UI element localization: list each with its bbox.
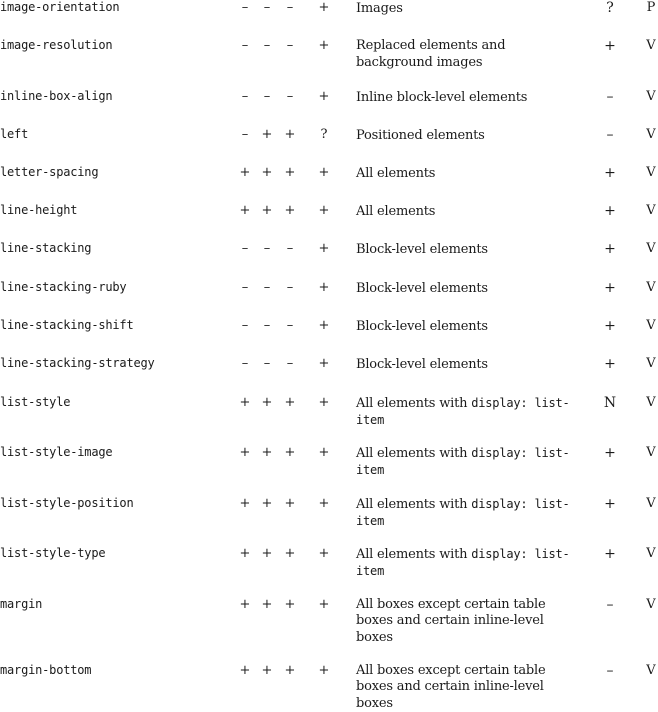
support-flag-4: + <box>318 280 330 295</box>
applies-to-text: Block-level elements <box>356 357 488 372</box>
applies-to <box>356 356 576 373</box>
support-flag-2: – <box>263 89 271 104</box>
support-flag-3: + <box>284 597 296 612</box>
property-name: image-orientation <box>0 0 120 14</box>
support-flag-2: + <box>261 127 273 142</box>
support-flag-1: – <box>241 241 249 256</box>
applies-to-code: display: list-item <box>356 396 570 427</box>
applies-to-text: All elements <box>356 204 436 219</box>
support-flag-2: – <box>263 356 271 371</box>
support-flag-4: + <box>318 356 330 371</box>
support-flag-1: – <box>241 89 249 104</box>
support-flag-3: – <box>286 0 294 15</box>
applies-to <box>356 445 576 479</box>
applies-to-text: Images <box>356 1 403 16</box>
support-flag-2: + <box>261 546 273 561</box>
support-flag-1: + <box>239 203 251 218</box>
inherited-flag: – <box>606 597 614 613</box>
support-flag-4: + <box>318 89 330 104</box>
applies-to-code: display: list-item <box>356 446 570 477</box>
support-flag-3: + <box>284 546 296 561</box>
applies-to-text: Block-level elements <box>356 319 488 334</box>
applies-to <box>356 663 576 712</box>
support-flag-4: + <box>318 165 330 180</box>
applies-to-text: Block-level elements <box>356 242 488 257</box>
support-flag-3: + <box>284 165 296 180</box>
applies-to <box>356 597 576 646</box>
applies-to-text: All elements with <box>356 497 472 512</box>
applies-to-text: Replaced elements and background images <box>356 38 506 70</box>
applies-to-text: All boxes except certain table boxes and certain inline-level boxes <box>356 597 546 645</box>
property-name: list-style <box>0 395 71 409</box>
support-flag-3: – <box>286 318 294 333</box>
support-flag-3: – <box>286 241 294 256</box>
support-flag-3: – <box>286 89 294 104</box>
support-flag-4: + <box>318 0 330 15</box>
applies-to <box>356 89 576 106</box>
support-flag-4: + <box>318 203 330 218</box>
media-group: V <box>646 203 656 218</box>
property-name: line-stacking <box>0 241 92 255</box>
inherited-flag: N <box>603 395 617 411</box>
media-group: V <box>646 318 656 333</box>
support-flag-2: – <box>263 38 271 53</box>
support-flag-1: + <box>239 663 251 678</box>
support-flag-1: + <box>239 445 251 460</box>
support-flag-3: – <box>286 38 294 53</box>
applies-to <box>356 546 576 580</box>
property-name: line-stacking-ruby <box>0 280 127 294</box>
support-flag-4: + <box>318 241 330 256</box>
inherited-flag: + <box>604 280 616 296</box>
applies-to-text: Inline block-level elements <box>356 90 528 105</box>
support-flag-4: ? <box>320 127 328 142</box>
property-name: line-stacking-shift <box>0 318 134 332</box>
media-group: V <box>646 445 656 460</box>
property-name: list-style-image <box>0 445 113 459</box>
support-flag-3: – <box>286 356 294 371</box>
applies-to-text: All elements <box>356 166 436 181</box>
media-group: V <box>646 89 656 104</box>
inherited-flag: ? <box>606 0 614 16</box>
support-flag-4: + <box>318 597 330 612</box>
property-name: image-resolution <box>0 38 113 52</box>
inherited-flag: + <box>604 241 616 257</box>
applies-to-code: display: list-item <box>356 497 570 528</box>
support-flag-3: + <box>284 496 296 511</box>
applies-to-text: All boxes except certain table boxes and certain inline-level boxes <box>356 663 546 711</box>
property-name: list-style-position <box>0 496 134 510</box>
support-flag-1: – <box>241 0 249 15</box>
support-flag-1: – <box>241 127 249 142</box>
inherited-flag: – <box>606 127 614 143</box>
media-group: V <box>646 597 656 612</box>
applies-to-code: display: list-item <box>356 547 570 578</box>
support-flag-1: + <box>239 395 251 410</box>
applies-to <box>356 203 576 220</box>
inherited-flag: + <box>604 318 616 334</box>
support-flag-2: + <box>261 496 273 511</box>
media-group: V <box>646 663 656 678</box>
inherited-flag: + <box>604 38 616 54</box>
support-flag-1: – <box>241 356 249 371</box>
media-group: V <box>646 38 656 53</box>
applies-to-text: All elements with <box>356 446 472 461</box>
support-flag-1: + <box>239 496 251 511</box>
media-group: V <box>646 395 656 410</box>
property-name: margin-bottom <box>0 663 92 677</box>
applies-to-text: All elements with <box>356 547 472 562</box>
inherited-flag: – <box>606 663 614 679</box>
inherited-flag: + <box>604 496 616 512</box>
applies-to <box>356 0 576 17</box>
applies-to <box>356 38 576 71</box>
property-name: line-height <box>0 203 78 217</box>
support-flag-3: + <box>284 663 296 678</box>
applies-to <box>356 395 576 429</box>
support-flag-1: + <box>239 597 251 612</box>
support-flag-2: – <box>263 0 271 15</box>
support-flag-3: + <box>284 127 296 142</box>
inherited-flag: – <box>606 89 614 105</box>
media-group: V <box>646 496 656 511</box>
support-flag-2: + <box>261 203 273 218</box>
support-flag-3: + <box>284 203 296 218</box>
property-name: margin <box>0 597 43 611</box>
media-group: V <box>646 546 656 561</box>
support-flag-1: + <box>239 165 251 180</box>
media-group: V <box>646 280 656 295</box>
property-name: letter-spacing <box>0 165 99 179</box>
property-name: line-stacking-strategy <box>0 356 155 370</box>
property-name: inline-box-align <box>0 89 113 103</box>
property-name: list-style-type <box>0 546 106 560</box>
applies-to-text: Block-level elements <box>356 281 488 296</box>
support-flag-1: – <box>241 280 249 295</box>
inherited-flag: + <box>604 203 616 219</box>
inherited-flag: + <box>604 165 616 181</box>
support-flag-2: + <box>261 597 273 612</box>
support-flag-1: – <box>241 38 249 53</box>
support-flag-2: + <box>261 165 273 180</box>
applies-to <box>356 496 576 530</box>
support-flag-2: – <box>263 318 271 333</box>
support-flag-2: – <box>263 280 271 295</box>
support-flag-4: + <box>318 318 330 333</box>
applies-to-text: Positioned elements <box>356 128 485 143</box>
support-flag-4: + <box>318 546 330 561</box>
support-flag-4: + <box>318 496 330 511</box>
applies-to <box>356 318 576 335</box>
support-flag-2: + <box>261 445 273 460</box>
support-flag-3: + <box>284 395 296 410</box>
support-flag-1: + <box>239 546 251 561</box>
media-group: V <box>646 127 656 142</box>
applies-to <box>356 280 576 297</box>
applies-to <box>356 241 576 258</box>
support-flag-4: + <box>318 663 330 678</box>
support-flag-4: + <box>318 395 330 410</box>
support-flag-3: + <box>284 445 296 460</box>
property-name: left <box>0 127 29 141</box>
support-flag-2: – <box>263 241 271 256</box>
support-flag-4: + <box>318 38 330 53</box>
applies-to-text: All elements with <box>356 396 472 411</box>
media-group: V <box>646 356 656 371</box>
inherited-flag: + <box>604 445 616 461</box>
support-flag-4: + <box>318 445 330 460</box>
support-flag-2: + <box>261 395 273 410</box>
applies-to <box>356 127 576 144</box>
media-group: V <box>646 165 656 180</box>
support-flag-1: – <box>241 318 249 333</box>
support-flag-2: + <box>261 663 273 678</box>
applies-to <box>356 165 576 182</box>
inherited-flag: + <box>604 546 616 562</box>
media-group: P <box>646 0 656 15</box>
support-flag-3: – <box>286 280 294 295</box>
inherited-flag: + <box>604 356 616 372</box>
media-group: V <box>646 241 656 256</box>
